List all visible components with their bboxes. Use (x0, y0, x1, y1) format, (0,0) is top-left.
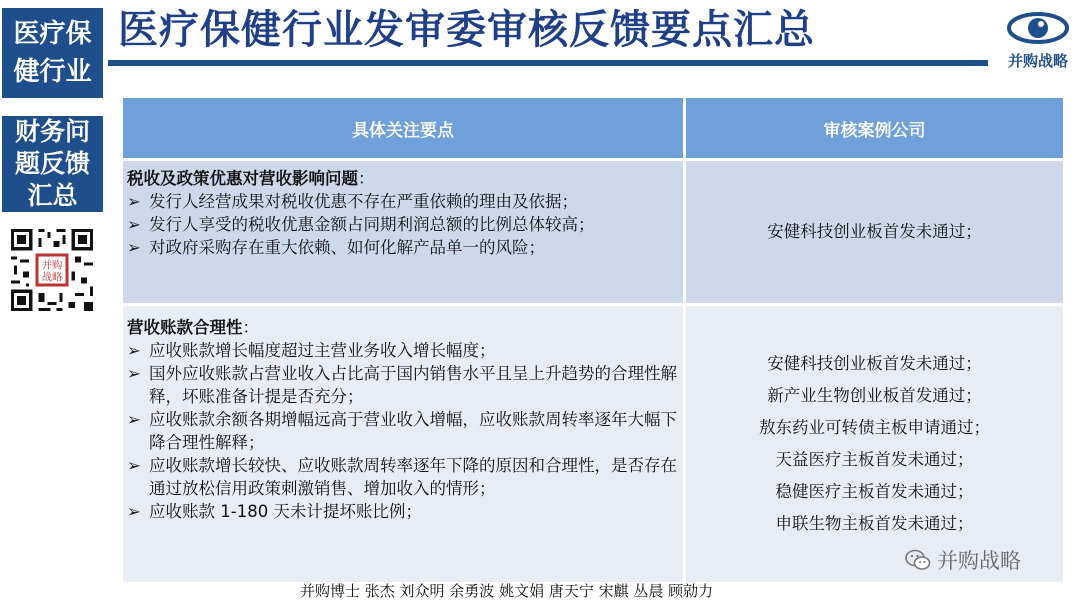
eye-logo-icon (1006, 10, 1070, 46)
arrow-bullet-icon: ➢ (127, 364, 141, 383)
company-entry: 敖东药业可转债主板申请通过； (759, 418, 990, 437)
section-label: 财务问 题反馈 汇总 (2, 116, 103, 212)
list-item-text: 发行人经营成果对税收优惠不存在严重依赖的理由及依据； (149, 192, 578, 211)
arrow-bullet-icon: ➢ (127, 410, 141, 429)
company-entry: 申联生物主板首发未通过； (775, 514, 974, 533)
key-points-cell (123, 306, 686, 582)
page-title: 医疗保健行业发审委审核反馈要点汇总 (118, 7, 815, 53)
company-entry: 安健科技创业板首发未通过； (767, 354, 982, 373)
list-item (127, 454, 679, 500)
list-item-text: 应收账款增长幅度超过主营业务收入增长幅度； (149, 341, 496, 360)
arrow-bullet-icon: ➢ (127, 192, 141, 211)
industry-label: 医疗保 健行业 (2, 8, 103, 98)
arrow-bullet-icon: ➢ (127, 238, 141, 257)
watermark-text: 并购战略 (937, 549, 1021, 573)
arrow-bullet-icon: ➢ (127, 215, 141, 234)
list-item (127, 213, 679, 236)
companies-cell (686, 306, 1063, 582)
wechat-icon (905, 549, 931, 571)
list-item-text: 应收账款增长较快、应收账款周转率逐年下降的原因和合理性，是否存在通过放松信用政策刺激销售、增加收入的情形； (149, 456, 677, 498)
section-title-suffix: ： (242, 318, 259, 337)
table-row (123, 303, 1063, 582)
list-item (127, 500, 679, 523)
key-points-cell (123, 161, 686, 303)
review-table (123, 98, 1063, 582)
list-item (127, 408, 679, 454)
watermark (905, 545, 1021, 575)
logo-label: 并购战略 (1007, 52, 1068, 70)
list-item-text: 发行人享受的税收优惠金额占同期利润总额的比例总体较高； (149, 215, 595, 234)
authors-footer: 并购博士 张杰 刘众明 余勇波 姚文娟 唐天宁 宋麒 丛晨 顾勍力 (300, 582, 714, 600)
section-title: 税收及政策优惠对营收影响问题 (127, 169, 358, 188)
list-item-text: 应收账款余额各期增幅远高于营业收入增幅，应收账款周转率逐年大幅下降合理性解释； (149, 410, 677, 452)
list-item (127, 362, 679, 408)
qr-code-icon (8, 226, 96, 314)
arrow-bullet-icon: ➢ (127, 341, 141, 360)
company-entry: 安健科技创业板首发未通过； (767, 222, 982, 241)
brand-logo (1000, 10, 1076, 74)
company-entry: 天益医疗主板首发未通过； (775, 450, 974, 469)
title-divider (108, 60, 988, 66)
svg-text:战略: 战略 (41, 271, 63, 284)
company-entry: 新产业生物创业板首发通过； (767, 386, 982, 405)
list-item (127, 190, 679, 213)
header-key-points: 具体关注要点 (123, 98, 686, 158)
list-item-text: 对政府采购存在重大依赖、如何化解产品单一的风险； (149, 238, 545, 257)
section-title: 营收账款合理性 (127, 318, 243, 337)
list-item (127, 236, 679, 259)
arrow-bullet-icon: ➢ (127, 502, 141, 521)
company-entry: 稳健医疗主板首发未通过； (775, 482, 974, 501)
list-item-text: 应收账款 1-180 天未计提坏账比例； (149, 502, 422, 521)
svg-text:并购: 并购 (41, 259, 63, 272)
header-case-companies: 审核案例公司 (823, 120, 926, 141)
list-item-text: 国外应收账款占营业收入占比高于国内销售水平且呈上升趋势的合理性解释，坏账准备计提是否充分； (149, 364, 677, 406)
table-header (123, 98, 1063, 158)
arrow-bullet-icon: ➢ (127, 456, 141, 475)
section-title-suffix: ： (358, 169, 375, 188)
companies-cell (686, 161, 1063, 303)
table-row (123, 158, 1063, 303)
list-item (127, 339, 679, 362)
